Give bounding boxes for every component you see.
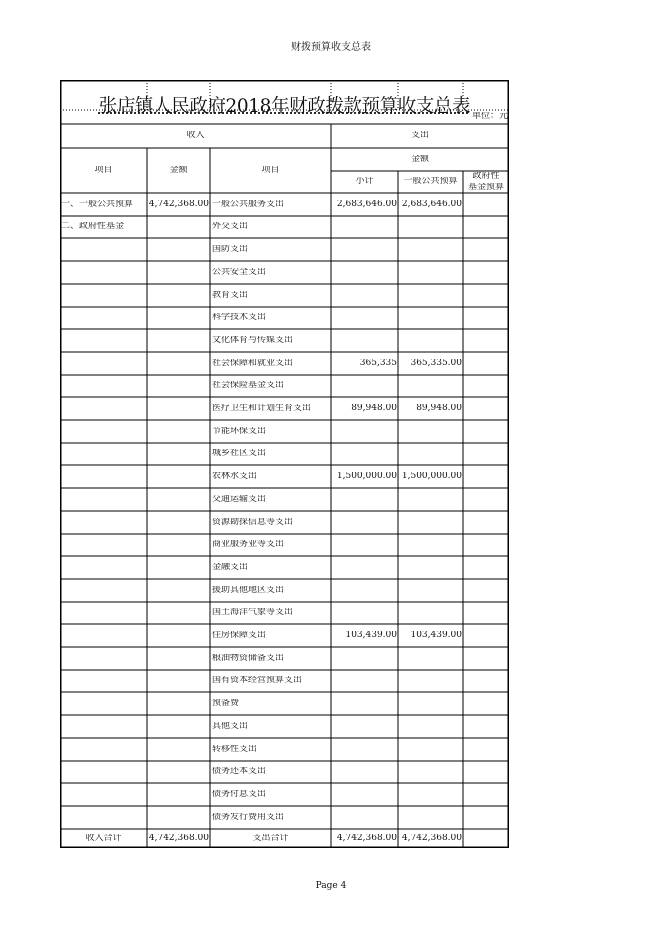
row-general-budget: 2,683,646.00 [401,199,462,209]
header-gov-fund-line1: 政府性 [472,172,500,181]
row-expense-item: 粮油物资储备支出 [212,653,285,663]
row-expense-item: 社会保障和就业支出 [212,358,294,368]
row-expense-item: 预备费 [212,698,240,708]
header-income: 收入 [186,131,205,140]
page-footer: Page 4 [315,881,347,891]
row-expense-item: 转移性支出 [212,744,258,754]
unit-label: 单位：元 [471,112,508,121]
row-expense-item: 一般公共服务支出 [212,199,285,209]
total-general-budget: 4,742,368.00 [401,833,462,843]
row-expense-item: 债务还本支出 [212,767,267,776]
row-general-budget: 103,439.00 [410,630,462,640]
page-header: 财拨预算收支总表 [291,42,371,53]
row-expense-item: 科学技术支出 [212,313,267,322]
row-income-item: 二、政府性基金 [61,222,125,231]
header-income-amount: 金额 [169,165,188,175]
row-expense-item: 债务发行费用支出 [212,812,285,822]
header-general-budget: 一般公共预算 [403,177,458,186]
row-subtotal: 2,683,646.00 [336,199,397,209]
row-expense-item: 金融支出 [212,562,249,572]
row-expense-item: 公共安全支出 [212,267,267,277]
row-expense-item: 外交支出 [212,222,249,231]
row-expense-item: 社会保险基金支出 [212,381,285,390]
table-title: 张店镇人民政府2018年财政拨款预算收支总表 [98,96,471,117]
header-gov-fund-line2: 基金预算 [467,183,504,192]
row-subtotal: 1,500,000.00 [336,471,397,481]
row-expense-item: 资源勘探信息等支出 [212,517,294,527]
row-expense-item: 城乡社区支出 [212,449,267,458]
total-income-label: 收入合计 [85,833,122,843]
row-general-budget: 89,948.00 [416,403,462,413]
row-expense-item: 国防支出 [212,244,249,254]
header-expense-item: 项目 [261,165,280,175]
row-expense-item: 住房保障支出 [212,630,267,640]
table-grid [60,80,509,848]
budget-table [60,80,509,848]
header-expense: 支出 [410,131,429,140]
header-subtotal: 小计 [355,177,374,186]
row-expense-item: 文化体育与传媒支出 [212,335,294,345]
row-expense-item: 其他支出 [212,721,249,731]
row-income-amount: 4,742,368.00 [148,199,209,209]
row-expense-item: 交通运输支出 [212,494,267,504]
row-expense-item: 节能环保支出 [212,426,267,436]
row-general-budget: 365,335.00 [410,358,462,368]
row-expense-item: 国土海洋气象等支出 [212,608,294,617]
total-income-amount: 4,742,368.00 [148,833,209,843]
row-subtotal: 365,335 [359,358,397,368]
row-expense-item: 医疗卫生和计划生育支出 [212,403,312,413]
row-expense-item: 国有资本经营预算支出 [212,676,303,685]
total-subtotal: 4,742,368.00 [336,833,397,843]
total-expense-label: 支出合计 [252,833,289,843]
row-subtotal: 103,439.00 [345,630,397,640]
header-income-item: 项目 [94,165,113,175]
row-expense-item: 援助其他地区支出 [212,585,285,595]
row-general-budget: 1,500,000.00 [401,471,462,481]
row-expense-item: 教育支出 [212,290,249,300]
row-expense-item: 商业服务业等支出 [212,540,285,549]
row-income-item: 一、一般公共预算 [61,199,134,209]
row-subtotal: 89,948.00 [351,403,397,413]
row-expense-item: 债务付息支出 [212,789,267,799]
header-expense-amount: 金额 [410,154,429,164]
row-expense-item: 农林水支出 [212,471,258,481]
